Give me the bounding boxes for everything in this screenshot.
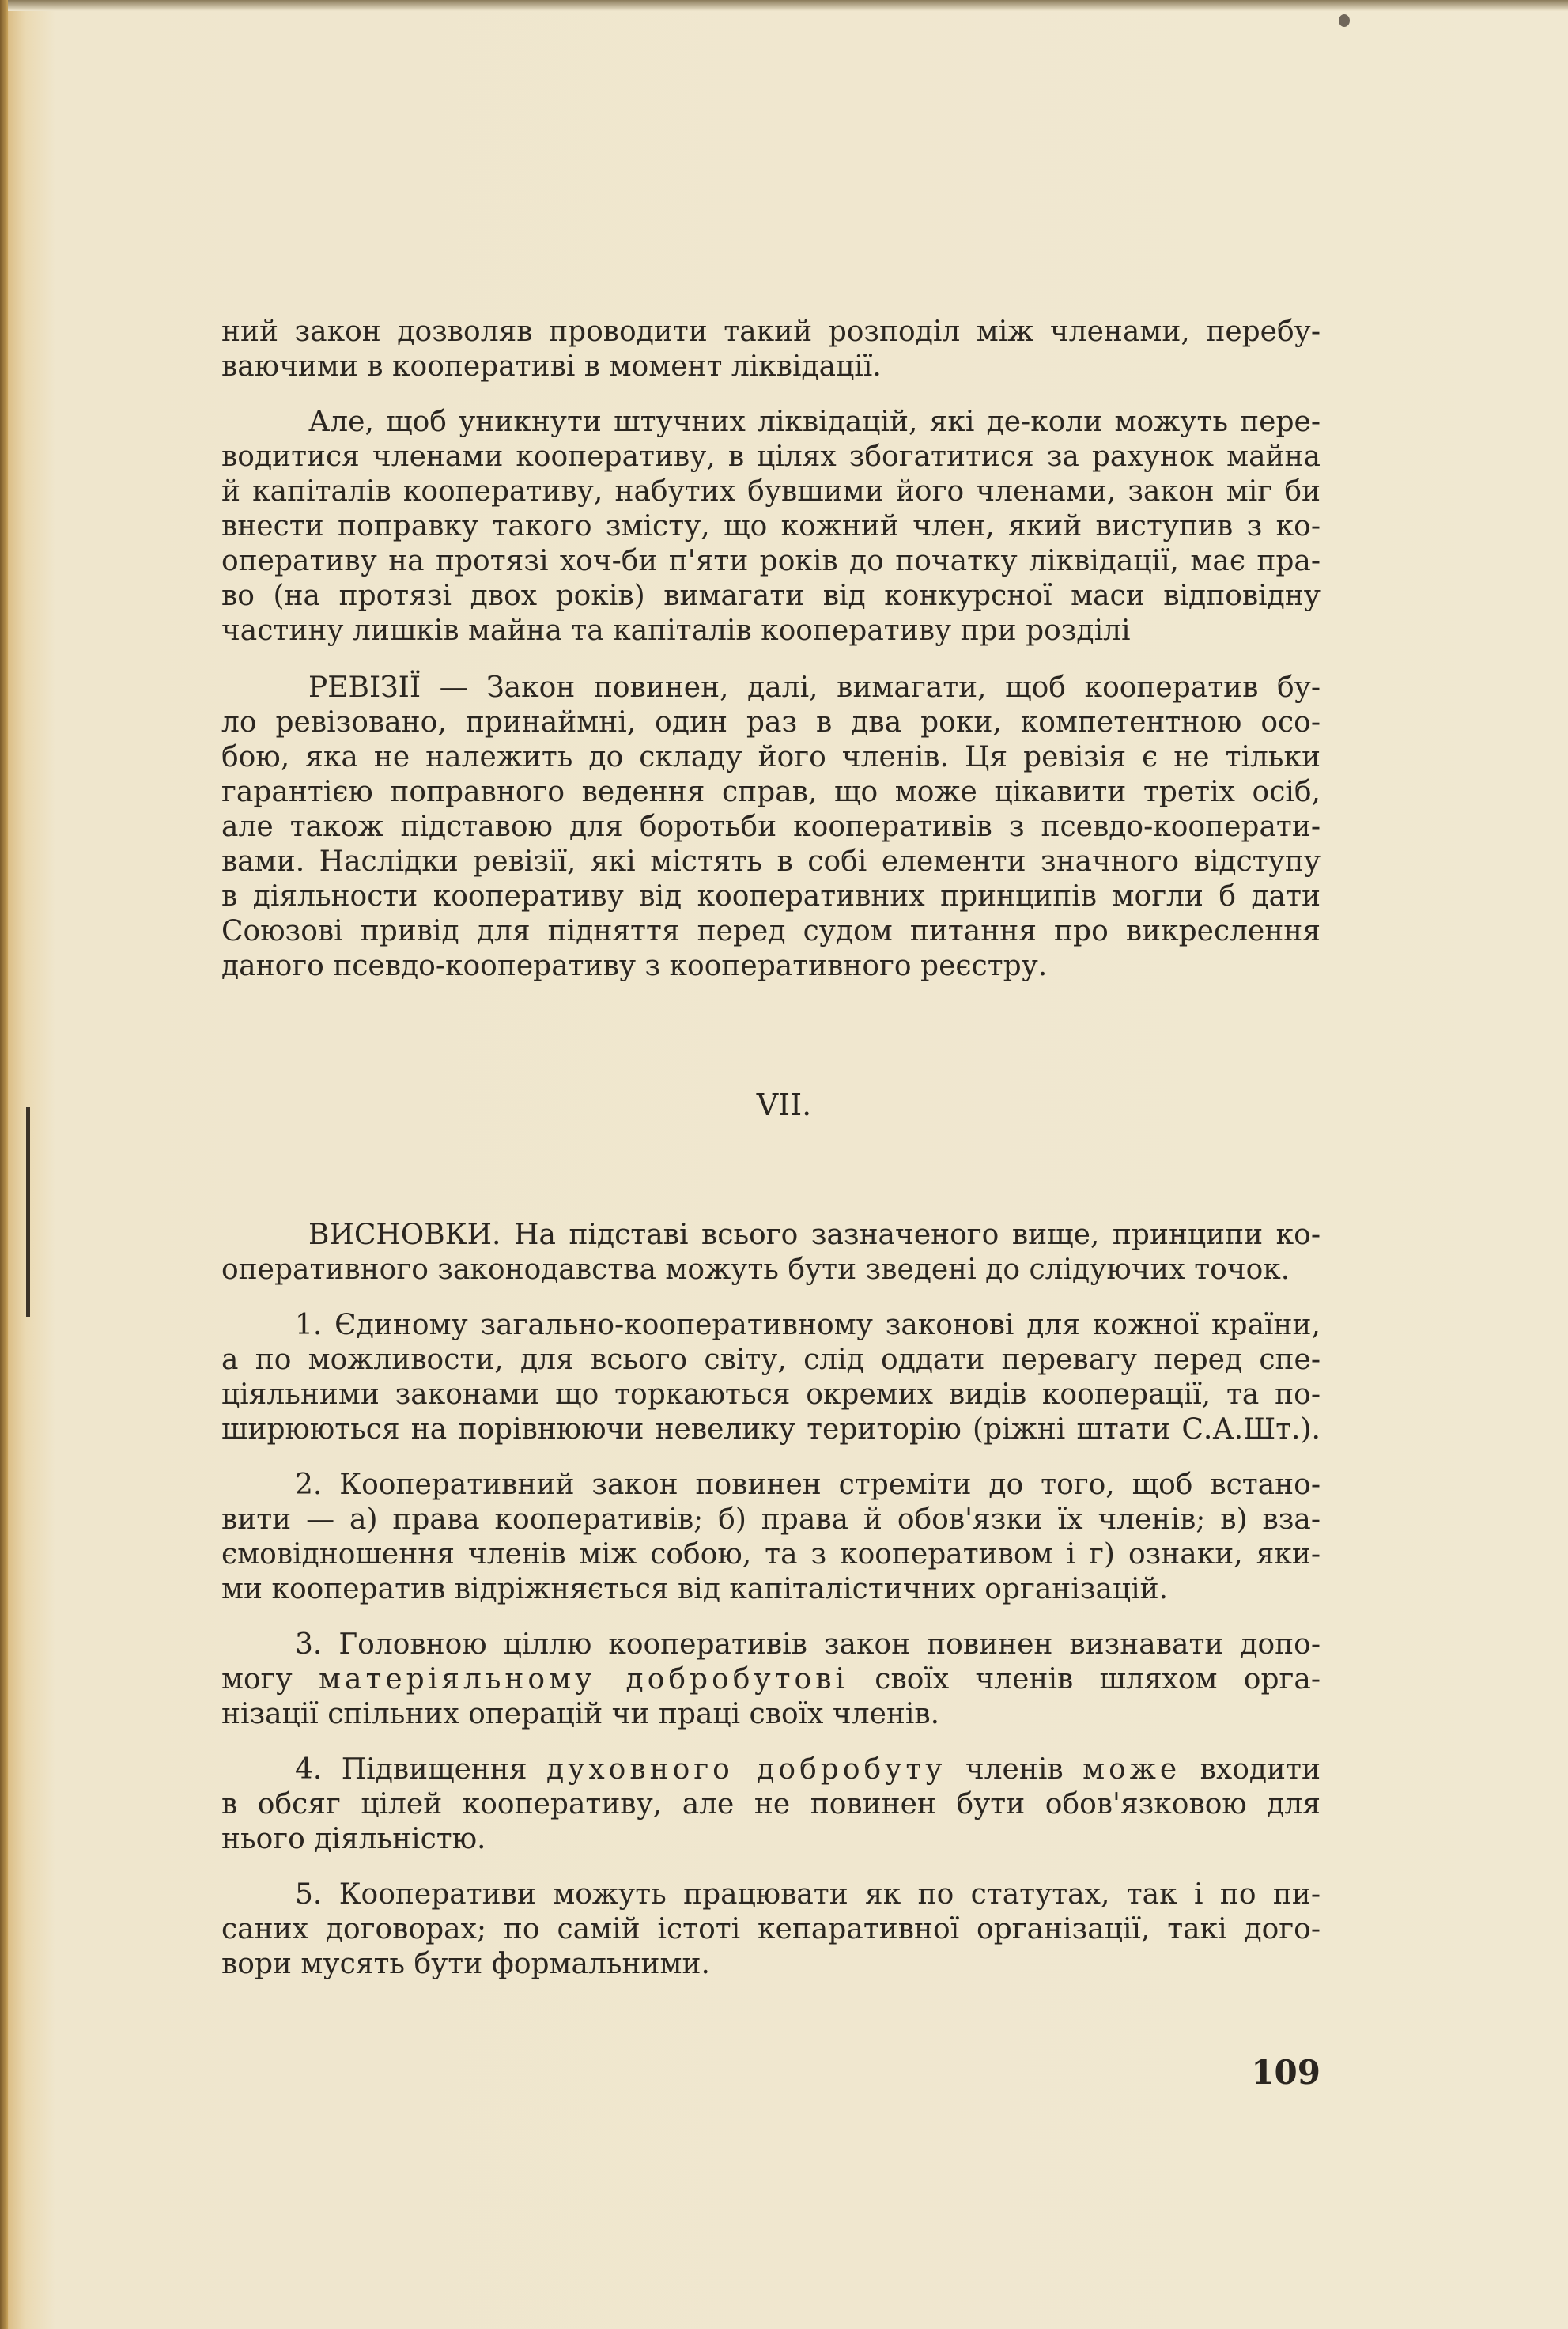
text-line: ми кооператив відріжняється від капіталістичних організацій. — [221, 1573, 1169, 1605]
spaced-emphasis: може — [1082, 1753, 1181, 1786]
point-5 — [221, 1877, 1321, 1982]
text-line: оперативного законодавства можуть бути зведені до слідуючих точок. — [221, 1253, 1290, 1286]
margin-mark — [26, 1107, 30, 1317]
text-line: частину лишків майна та капіталів кооперативу при розділі — [221, 614, 1131, 647]
text-line — [221, 1752, 1321, 1787]
text-line: 1. Єдиному загально-кооперативному законові для кожної країни, — [295, 1309, 1321, 1341]
text-line: даного псевдо-кооперативу з кооперативного реєстру. — [221, 950, 1048, 982]
text-line: вами. Наслідки ревізії, які містять в собі елементи значного відступу — [221, 845, 1321, 878]
text-line: ціяльними законами що торкаються окремих видів кооперації, та по- — [221, 1378, 1321, 1411]
text-run: членів — [965, 1753, 1064, 1786]
paragraph-conclusions — [221, 1218, 1321, 1287]
text-line: нізації спільних операцій чи праці своїх членів. — [221, 1698, 940, 1730]
text-line: бою, яка не належить до складу його членів. Ця ревізія є не тільки — [221, 741, 1321, 773]
text-line: Але, щоб уникнути штучних ліквідацій, які де-коли можуть пере- — [308, 406, 1321, 438]
text-line: ваючими в кооперативі в момент ліквідації. — [221, 350, 882, 383]
text-line: 3. Головною ціллю кооперативів закон повинен визнавати допо- — [295, 1628, 1321, 1661]
text-line — [221, 671, 1321, 705]
text-run: своїх членів шляхом орга- — [875, 1663, 1321, 1696]
text-run: могу — [221, 1663, 293, 1696]
page-number: 109 — [1251, 2053, 1321, 2092]
point-2 — [221, 1468, 1321, 1607]
text-line: в обсяг цілей кооперативу, але не повинен бути обов'язковою для — [221, 1788, 1321, 1820]
spaced-emphasis: матеріяльному добробутові — [319, 1663, 849, 1696]
text-line: гарантією поправного ведення справ, що може цікавити третіх осіб, — [221, 776, 1321, 808]
page-top-edge — [0, 0, 1568, 11]
text-line: ширюються на порівнюючи невелику територію (ріжні штати С.А.Шт.). — [221, 1413, 1321, 1446]
chapter-number: VII. — [756, 1087, 812, 1122]
text-line: в діяльности кооперативу від кооперативних принципів могли б дати — [221, 880, 1321, 913]
text-line: вити — а) права кооперативів; б) права й обов'язки їх членів; в) вза- — [221, 1503, 1321, 1536]
paragraph-revisions — [221, 671, 1321, 984]
text-line: а по можливости, для всього світу, слід оддати перевагу перед спе- — [221, 1344, 1321, 1376]
revisions-heading: РЕВІЗІЇ — [308, 671, 421, 704]
point-4 — [221, 1752, 1321, 1857]
text-line: Союзові привід для підняття перед судом питання про викреслення — [221, 915, 1321, 947]
text-line: внести поправку такого змісту, що кожний член, який виступив з ко- — [221, 510, 1321, 543]
point-1 — [221, 1308, 1321, 1447]
conclusions-heading: ВИСНОВКИ. — [308, 1219, 501, 1251]
spaced-emphasis: духовного добробуту — [546, 1753, 946, 1786]
text-line: во (на протязі двох років) вимагати від конкурсної маси відповідну — [221, 580, 1321, 612]
paper-speck — [1339, 14, 1350, 27]
revisions-first-line: — Закон повинен, далі, вимагати, щоб кооператив бу- — [439, 671, 1321, 704]
text-line: нього діяльністю. — [221, 1823, 486, 1855]
text-line: ємовідношення членів між собою, та з кооперативом і г) ознаки, яки- — [221, 1538, 1321, 1571]
text-line: саних договорах; по самій істоті кепаративної організації, такі дого- — [221, 1913, 1321, 1945]
page-binding-edge — [0, 0, 8, 2329]
paragraph-continuation — [221, 315, 1321, 384]
text-line: 2. Кооперативний закон повинен стреміти до того, щоб встано- — [295, 1469, 1321, 1501]
point-3 — [221, 1628, 1321, 1732]
text-line: але також підставою для боротьби кооперативів з псевдо-кооперати- — [221, 811, 1321, 843]
paragraph-liquidation — [221, 405, 1321, 648]
text-line: й капіталів кооперативу, набутих бувшими його членами, закон міг би — [221, 475, 1321, 508]
conclusions-first-line: На підставі всього зазначеного вище, принципи ко- — [514, 1219, 1321, 1251]
text-line — [221, 1218, 1321, 1253]
text-line — [221, 1662, 1321, 1697]
text-line: оперативу на протязі хоч-би п'яти років до початку ліквідації, має пра- — [221, 545, 1321, 577]
text-line: водитися членами кооперативу, в цілях збогатитися за рахунок майна — [221, 440, 1321, 473]
text-block-conclusions — [221, 1218, 1321, 1982]
text-block-upper — [221, 315, 1321, 984]
text-line: 5. Кооперативи можуть працювати як по статутах, так і по пи- — [295, 1878, 1321, 1911]
text-run: 4. Підвищення — [295, 1753, 527, 1786]
text-line: вори мусять бути формальними. — [221, 1948, 710, 1980]
text-line: ний закон дозволяв проводити такий розподіл між членами, перебу- — [221, 316, 1321, 348]
text-run: входити — [1200, 1753, 1321, 1786]
text-line: ло ревізовано, принаймні, один раз в два роки, компетентною осо- — [221, 706, 1321, 739]
